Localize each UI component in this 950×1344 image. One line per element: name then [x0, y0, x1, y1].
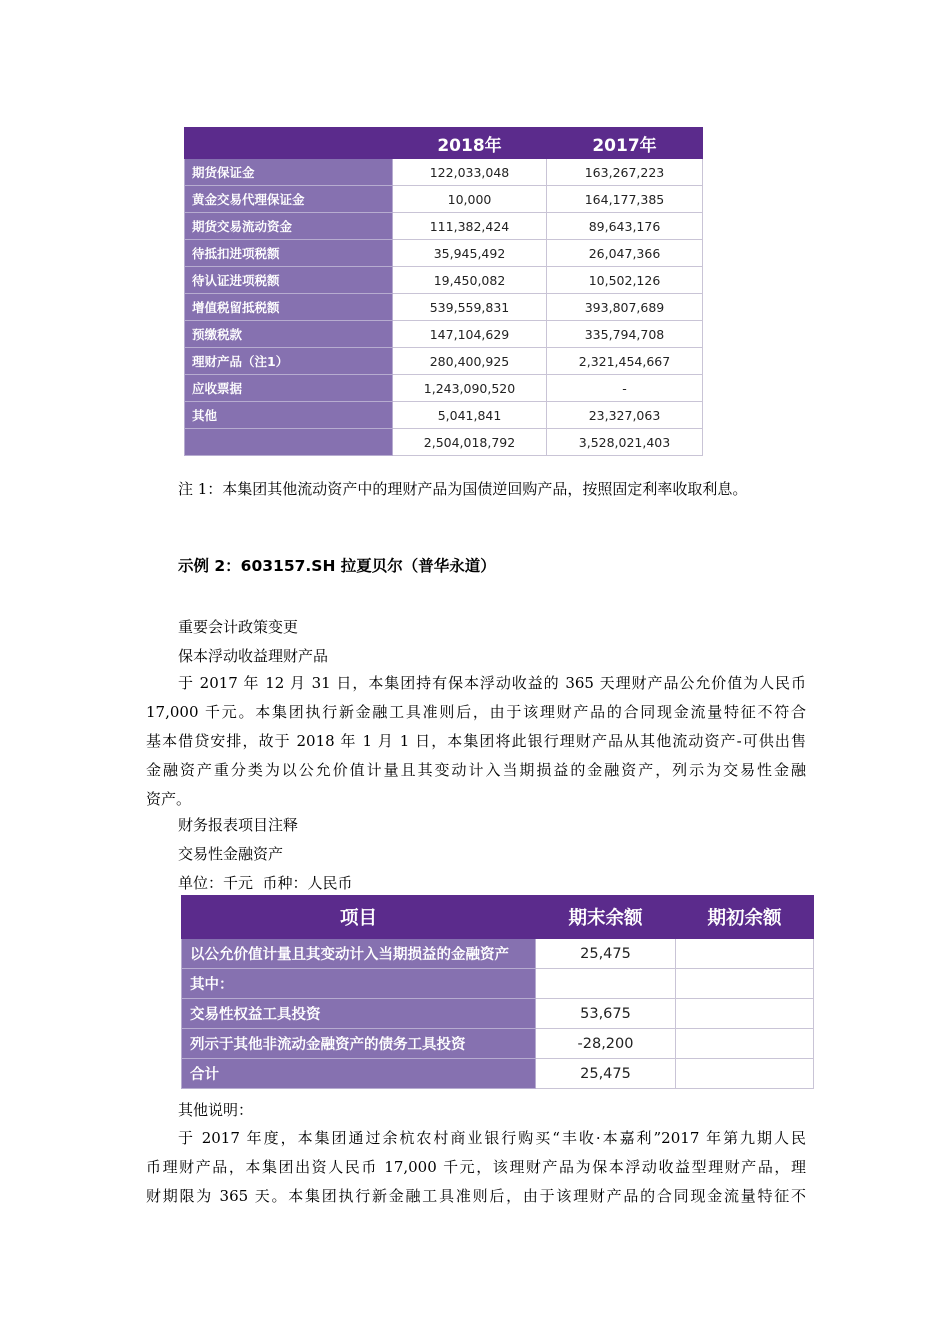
paragraph-line: 于 2017 年度，本集团通过余杭农村商业银行购买“丰收·本嘉利”2017 年第九期人民	[178, 1129, 806, 1147]
section-title: 财务报表项目注释	[178, 816, 299, 834]
ending-balance	[536, 969, 676, 999]
paragraph-2	[146, 1124, 806, 1211]
table-row	[182, 999, 814, 1029]
table-row	[185, 321, 703, 348]
value-2017: -	[547, 375, 703, 402]
value-2018: 111,382,424	[393, 213, 547, 240]
opening-balance	[676, 999, 814, 1029]
value-2017: 10,502,126	[547, 267, 703, 294]
table-row	[185, 429, 703, 456]
paragraph-line: 基本借贷安排，故于 2018 年 1 月 1 日，本集团将此银行理财产品从其他流动资产-可供出售	[146, 732, 806, 750]
value-2018: 5,041,841	[393, 402, 547, 429]
table-row	[182, 1029, 814, 1059]
value-2017: 3,528,021,403	[547, 429, 703, 456]
value-2017: 393,807,689	[547, 294, 703, 321]
section-titles-2	[146, 811, 806, 898]
value-2017: 335,794,708	[547, 321, 703, 348]
section-subtitle: 保本浮动收益理财产品	[178, 647, 329, 665]
paragraph-line: 于 2017 年 12 月 31 日，本集团持有保本浮动收益的 365 天理财产品公允价值为人民币	[178, 674, 806, 692]
table-row	[182, 969, 814, 999]
table-row	[185, 375, 703, 402]
row-label: 期货交易流动资金	[185, 213, 393, 240]
section-subtitle: 交易性金融资产	[178, 845, 284, 863]
paragraph-1	[146, 669, 806, 814]
header-cell: 期初余额	[676, 896, 814, 939]
value-2018: 539,559,831	[393, 294, 547, 321]
table-row	[185, 186, 703, 213]
header-cell: 2017年	[547, 128, 703, 159]
table-row	[185, 240, 703, 267]
value-2018: 2,504,018,792	[393, 429, 547, 456]
table-row	[185, 348, 703, 375]
trading-financial-assets-table	[181, 895, 814, 1089]
value-2018: 1,243,090,520	[393, 375, 547, 402]
other-label: 其他说明：	[178, 1101, 254, 1119]
row-label: 以公允价值计量且其变动计入当期损益的金融资产	[182, 939, 536, 969]
row-label: 期货保证金	[185, 159, 393, 186]
row-label: 待认证进项税额	[185, 267, 393, 294]
value-2017: 89,643,176	[547, 213, 703, 240]
value-2018: 280,400,925	[393, 348, 547, 375]
value-2018: 35,945,492	[393, 240, 547, 267]
value-2018: 19,450,082	[393, 267, 547, 294]
paragraph-line: 金融资产重分类为以公允价值计量且其变动计入当期损益的金融资产，列示为交易性金融	[146, 761, 806, 779]
paragraph-line: 资产。	[146, 790, 192, 808]
ending-balance: 25,475	[536, 939, 676, 969]
ending-balance: 25,475	[536, 1059, 676, 1089]
paragraph-line: 财期限为 365 天。本集团执行新金融工具准则后，由于该理财产品的合同现金流量特征不	[146, 1187, 806, 1205]
section-titles	[146, 613, 806, 671]
paragraph-line: 17,000 千元。本集团执行新金融工具准则后，由于该理财产品的合同现金流量特征不符合	[146, 703, 806, 721]
header-cell: 2018年	[393, 128, 547, 159]
value-2018: 147,104,629	[393, 321, 547, 348]
table-row	[182, 939, 814, 969]
table-row	[185, 294, 703, 321]
paragraph-line: 币理财产品，本集团出资人民币 17,000 千元，该理财产品为保本浮动收益型理财产品，理	[146, 1158, 806, 1176]
note-1: 注 1：本集团其他流动资产中的理财产品为国债逆回购产品，按照固定利率收取利息。	[178, 480, 748, 498]
other-current-assets-table	[184, 127, 703, 456]
row-label: 其他	[185, 402, 393, 429]
opening-balance	[676, 1029, 814, 1059]
table-header-row	[185, 128, 703, 159]
value-2017: 163,267,223	[547, 159, 703, 186]
row-label: 应收票据	[185, 375, 393, 402]
opening-balance	[676, 1059, 814, 1089]
value-2017: 26,047,366	[547, 240, 703, 267]
row-label	[185, 429, 393, 456]
header-cell: 期末余额	[536, 896, 676, 939]
row-label: 预缴税款	[185, 321, 393, 348]
table-header-row	[182, 896, 814, 939]
value-2017: 164,177,385	[547, 186, 703, 213]
row-label: 理财产品（注1）	[185, 348, 393, 375]
ending-balance: 53,675	[536, 999, 676, 1029]
opening-balance	[676, 969, 814, 999]
value-2017: 23,327,063	[547, 402, 703, 429]
table-row	[185, 159, 703, 186]
row-label: 黄金交易代理保证金	[185, 186, 393, 213]
ending-balance: -28,200	[536, 1029, 676, 1059]
table-row	[185, 213, 703, 240]
row-label: 待抵扣进项税额	[185, 240, 393, 267]
table-row	[182, 1059, 814, 1089]
table-row	[185, 267, 703, 294]
value-2018: 122,033,048	[393, 159, 547, 186]
header-cell	[185, 128, 393, 159]
value-2017: 2,321,454,667	[547, 348, 703, 375]
row-label: 增值税留抵税额	[185, 294, 393, 321]
opening-balance	[676, 939, 814, 969]
other-notes-label	[146, 1096, 806, 1125]
unit-currency-line: 单位：千元 币种：人民币	[178, 874, 353, 892]
row-label: 交易性权益工具投资	[182, 999, 536, 1029]
example-2-heading: 示例 2：603157.SH 拉夏贝尔（普华永道）	[178, 557, 496, 575]
row-label: 其中：	[182, 969, 536, 999]
row-label: 合计	[182, 1059, 536, 1089]
header-cell: 项目	[182, 896, 536, 939]
row-label: 列示于其他非流动金融资产的债务工具投资	[182, 1029, 536, 1059]
value-2018: 10,000	[393, 186, 547, 213]
table-row	[185, 402, 703, 429]
section-title: 重要会计政策变更	[178, 618, 299, 636]
